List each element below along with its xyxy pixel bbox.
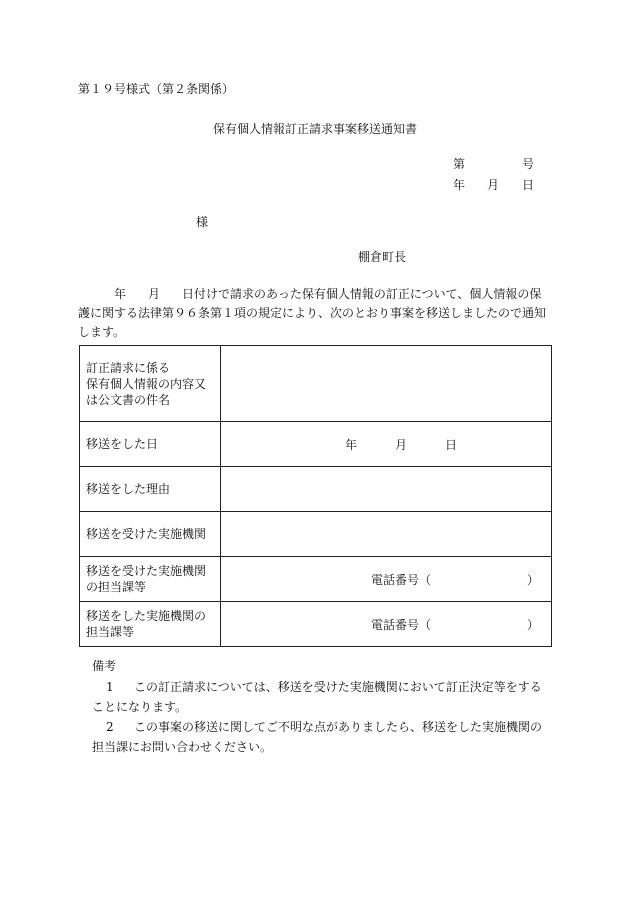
body-year: 年 xyxy=(114,287,127,301)
label-text: 移送をした理由 xyxy=(86,482,171,496)
body-month: 月 xyxy=(148,287,161,301)
row-label-receiving-dept xyxy=(80,557,221,602)
row-label-sending-dept xyxy=(80,602,221,647)
table-row xyxy=(80,557,552,602)
label-text: 移送を受けた実施機関 xyxy=(86,564,207,578)
label-text: 保有個人情報の内容又 xyxy=(86,376,207,391)
label-text: 移送をした実施機関の xyxy=(86,609,207,623)
label-line xyxy=(86,624,214,640)
phone-label: 電話番号（ xyxy=(371,572,432,587)
table-row xyxy=(80,467,552,512)
subject-value-field[interactable] xyxy=(221,346,552,422)
label-line xyxy=(86,376,214,392)
receiving-agency-field[interactable] xyxy=(221,512,552,557)
label-text: 訂正請求に係る xyxy=(86,360,171,375)
transfer-reason-field[interactable] xyxy=(221,467,552,512)
document-title: 保有個人情報訂正請求事案移送通知書 xyxy=(212,122,417,136)
remarks-note-2 xyxy=(92,717,550,757)
sending-dept-phone-field[interactable] xyxy=(221,602,552,647)
doc-date-month: 月 xyxy=(487,178,500,192)
label-line xyxy=(86,608,214,624)
note-number: 2 xyxy=(106,720,114,734)
doc-date-day: 日 xyxy=(522,178,535,192)
addressee-suffix: 様 xyxy=(196,215,209,229)
remarks-note-1 xyxy=(92,677,550,717)
form-number: 第１９号様式（第２条関係） xyxy=(78,82,235,96)
label-line xyxy=(86,563,214,579)
transfer-date-month: 月 xyxy=(394,437,407,452)
issuer: 棚倉町長 xyxy=(358,250,407,264)
doc-number-go: 号 xyxy=(522,157,535,171)
table-row xyxy=(80,602,552,647)
label-line xyxy=(86,579,214,595)
body-paragraph xyxy=(78,285,552,342)
note-text: この訂正請求については、移送を受けた実施機関において訂正決定等をすることになります。 xyxy=(92,680,542,714)
phone-label: 電話番号（ xyxy=(371,617,432,632)
table-row xyxy=(80,512,552,557)
label-text: 移送を受けた実施機関 xyxy=(86,527,207,541)
transfer-date-field[interactable] xyxy=(221,422,552,467)
note-text: この事案の移送に関してご不明な点がありましたら、移送をした実施機関の担当課にお問い合わせください。 xyxy=(92,720,543,754)
row-label-transfer-reason xyxy=(80,467,221,512)
label-line xyxy=(86,360,214,376)
table-row xyxy=(80,346,552,422)
phone-close: ） xyxy=(526,572,539,587)
label-text: 担当課等 xyxy=(86,625,135,639)
transfer-date-year: 年 xyxy=(344,437,357,452)
row-label-transfer-date xyxy=(80,422,221,467)
receiving-dept-phone-field[interactable] xyxy=(221,557,552,602)
label-text: は公文書の件名 xyxy=(86,392,171,407)
table-row xyxy=(80,422,552,467)
remarks-heading: 備考 xyxy=(92,659,117,673)
row-label-subject xyxy=(80,346,221,422)
row-label-receiving-agency xyxy=(80,512,221,557)
doc-date-year: 年 xyxy=(453,178,466,192)
label-line xyxy=(86,392,214,408)
info-table xyxy=(79,345,552,647)
phone-close: ） xyxy=(526,617,539,632)
label-text: 移送をした日 xyxy=(86,437,159,451)
note-number: 1 xyxy=(106,680,114,694)
label-text: の担当課等 xyxy=(86,580,147,594)
doc-number-dai: 第 xyxy=(453,157,466,171)
body-text: 日付けで請求のあった保有個人情報の訂正について、個人情報の保護に関する法律第９６条第１項の規定により、次のとおり事案を移送しましたので通知します。 xyxy=(78,287,547,339)
transfer-date-day: 日 xyxy=(445,437,458,452)
